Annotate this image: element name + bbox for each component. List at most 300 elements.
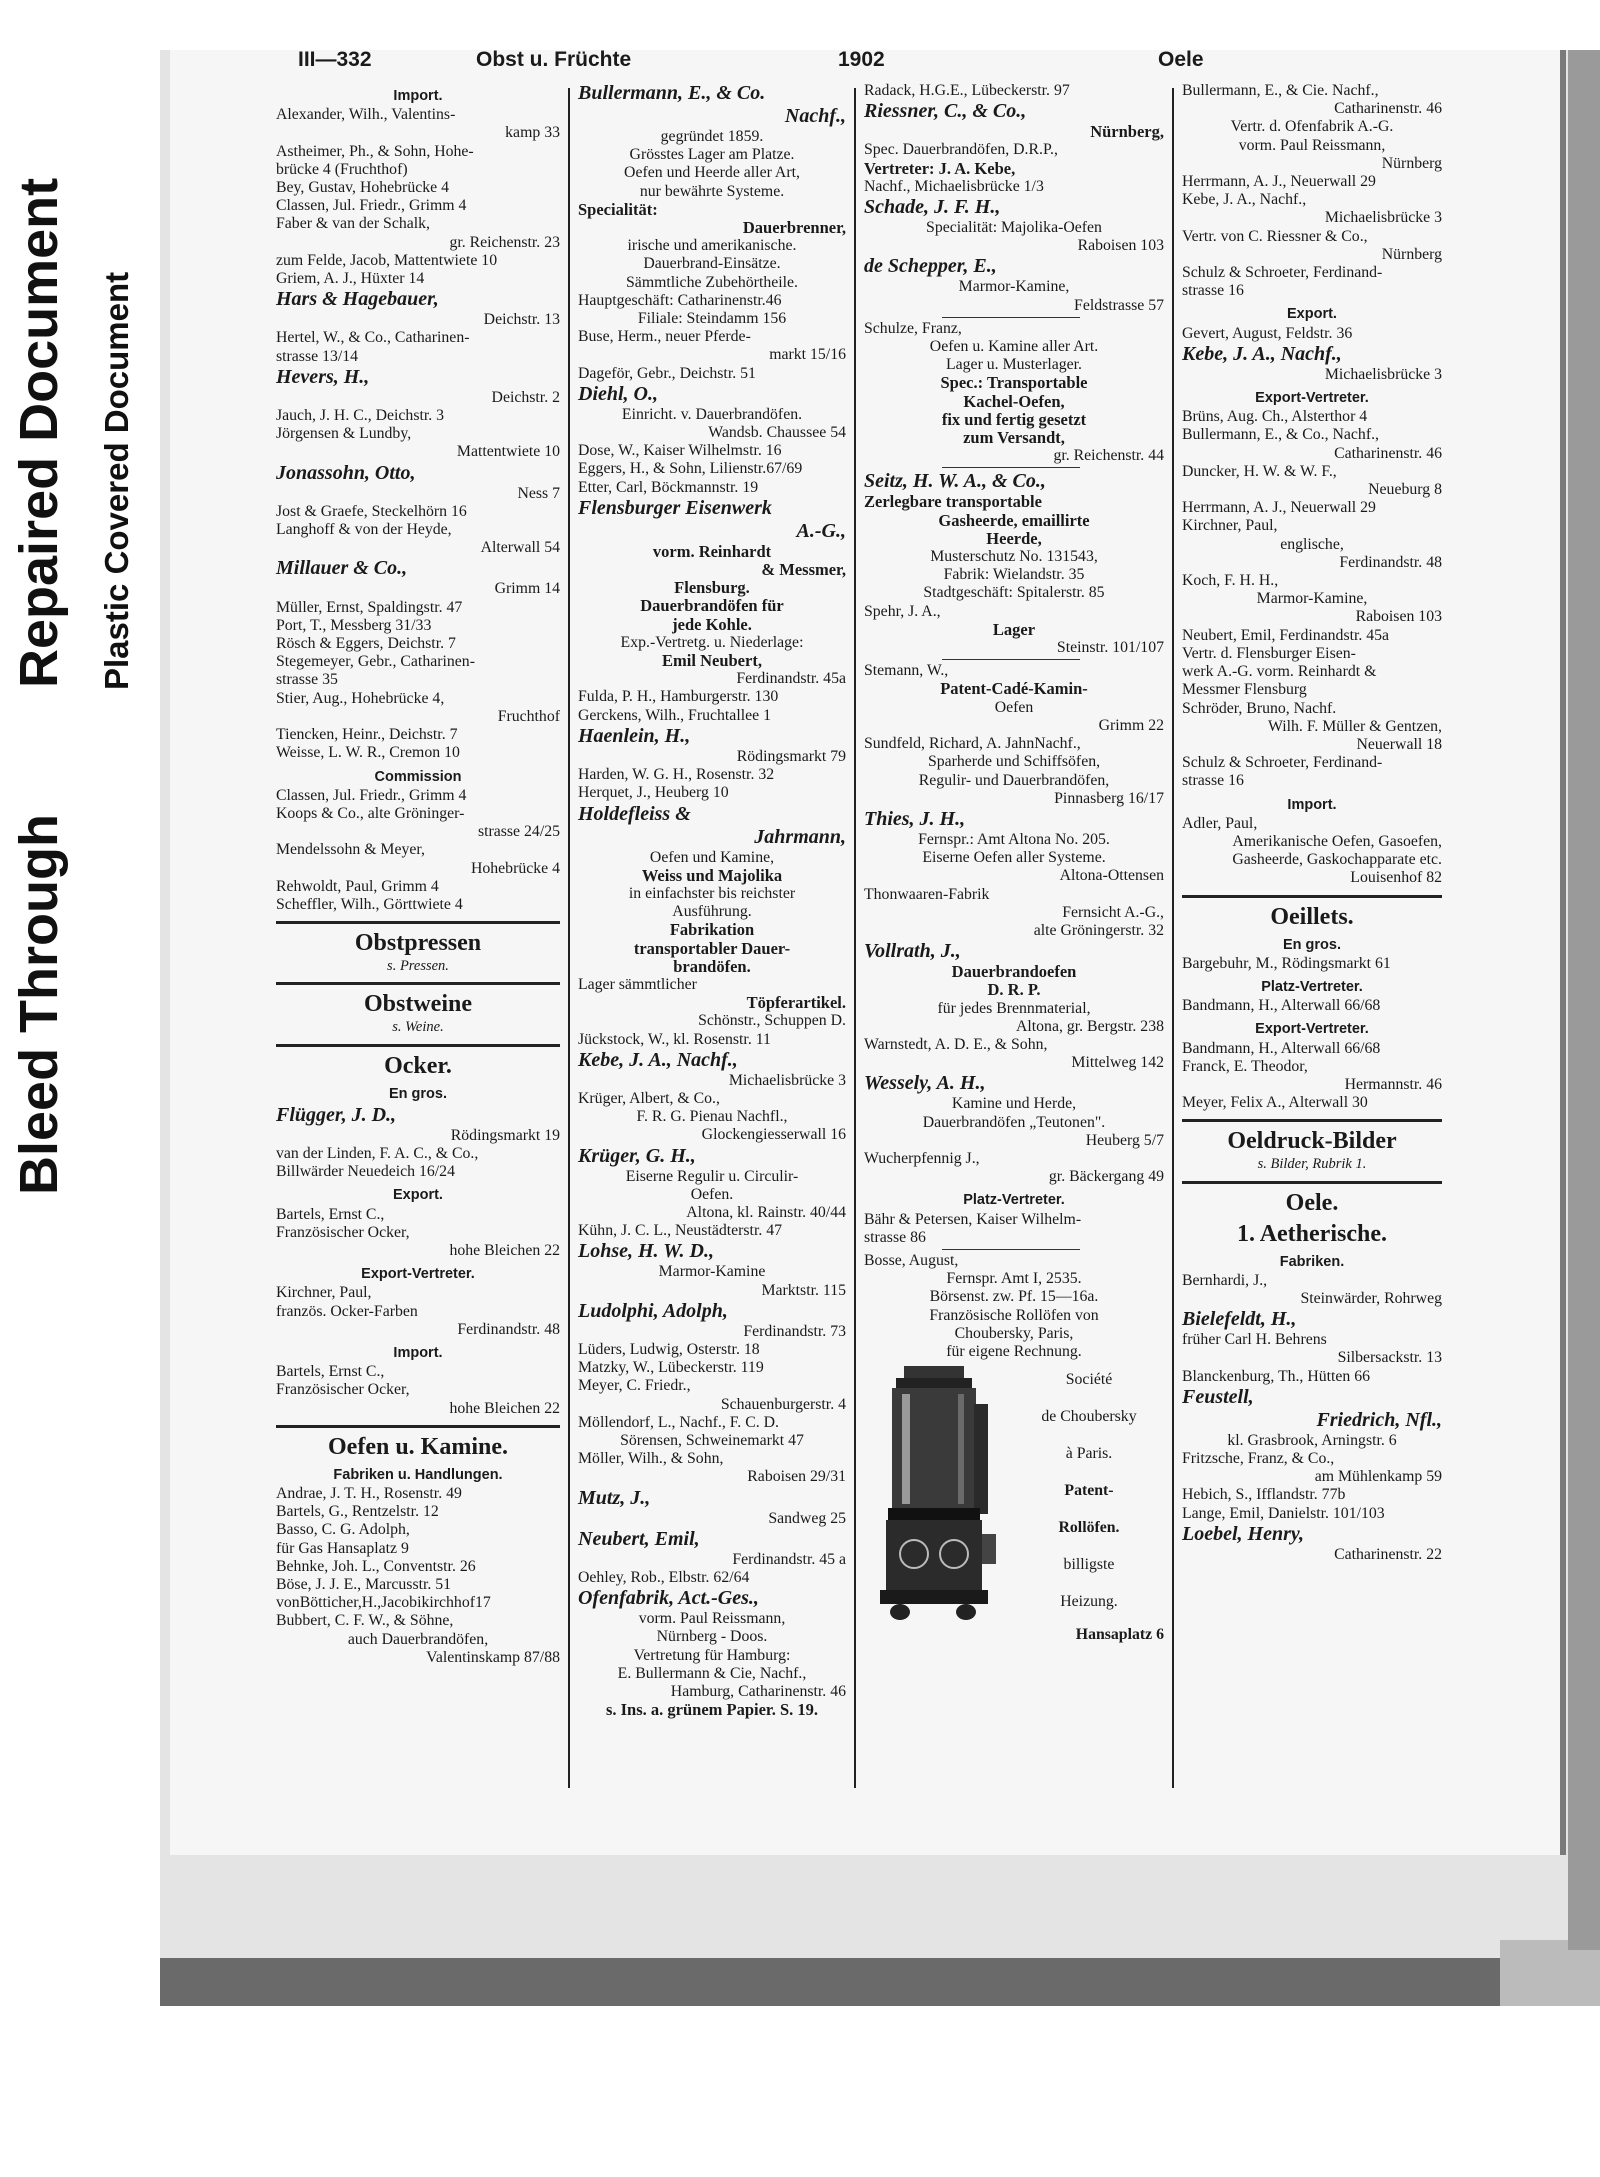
column-rule <box>1172 88 1174 1788</box>
directory-line: kamp 33 <box>505 124 560 142</box>
directory-line: gr. Bäckergang 49 <box>1048 1168 1164 1186</box>
directory-line: Spec. Dauerbrandöfen, D.R.P., <box>864 141 1058 159</box>
directory-line: Neueburg 8 <box>1368 481 1442 499</box>
directory-line: markt 15/16 <box>769 346 846 364</box>
directory-line: hohe Bleichen 22 <box>449 1241 560 1259</box>
directory-line: Fernspr. Amt I, 2535. <box>946 1270 1082 1288</box>
directory-line: Scheffler, Wilh., Görttwiete 4 <box>276 895 463 913</box>
directory-line: Duncker, H. W. & W. F., <box>1182 462 1337 480</box>
directory-line: vorm. Paul Reissmann, <box>638 1610 786 1628</box>
directory-line: jede Kohle. <box>672 614 752 634</box>
firm-name: Bullermann, E., & Co. <box>578 82 766 104</box>
directory-line: Michaelisbrücke 3 <box>1324 365 1442 383</box>
directory-line: Port, T., Messberg 31/33 <box>276 616 432 634</box>
directory-line: Herrmann, A. J., Neuerwall 29 <box>1182 173 1376 191</box>
directory-line: Oefen und Kamine, <box>649 848 775 866</box>
directory-line: Hohebrücke 4 <box>470 859 560 877</box>
directory-line: Eggers, H., & Sohn, Lilienstr.67/69 <box>578 460 803 478</box>
stove-ad-line: Société <box>1065 1371 1113 1389</box>
directory-line: Glockengiesserwall 16 <box>701 1126 846 1144</box>
directory-line: Altona-Ottensen <box>1059 867 1164 885</box>
directory-line: Weisse, L. W. R., Cremon 10 <box>276 744 460 762</box>
directory-line: Wandsb. Chaussee 54 <box>708 424 846 442</box>
directory-line: Bullermann, E., & Co., Nachf., <box>1182 426 1379 444</box>
firm-name: Hevers, H., <box>276 365 370 388</box>
directory-line: Herquet, J., Heuberg 10 <box>578 784 729 802</box>
section-subheading: Platz-Vertreter. <box>963 1192 1065 1209</box>
directory-line: strasse 24/25 <box>477 823 560 841</box>
section-divider <box>276 982 560 985</box>
directory-line: Fulda, P. H., Hamburgerstr. 130 <box>578 688 779 706</box>
section-subheading: Import. <box>393 88 443 104</box>
directory-line: Oefen und Heerde aller Art, <box>624 164 800 182</box>
firm-name: Jonassohn, Otto, <box>276 461 416 484</box>
directory-line: Musterschutz No. 131543, <box>930 548 1098 566</box>
directory-line: vorm. Reinhardt <box>652 541 772 561</box>
firm-name: Haenlein, H., <box>578 724 691 747</box>
directory-line: Valentinskamp 87/88 <box>426 1648 560 1666</box>
directory-line: Emil Neubert, <box>662 651 762 671</box>
directory-line: & Messmer, <box>761 560 846 580</box>
directory-line: Nürnberg, <box>1090 122 1164 142</box>
directory-line: Sundfeld, Richard, A. JahnNachf., <box>864 735 1081 753</box>
directory-line: Kirchner, Paul, <box>276 1284 372 1302</box>
directory-line: Jauch, J. H. C., Deichstr. 3 <box>276 407 445 425</box>
directory-line: Oefen. <box>690 1185 734 1203</box>
directory-line: Sörensen, Schweinemarkt 47 <box>620 1431 804 1449</box>
directory-line: Fruchthof <box>497 707 560 725</box>
directory-line: A.-G., <box>796 519 846 542</box>
directory-line: Specialität: <box>578 200 658 219</box>
firm-name: Mutz, J., <box>578 1486 651 1509</box>
directory-line: Nachf., <box>784 105 846 127</box>
firm-name: Kebe, J. A., Nachf., <box>1182 342 1342 365</box>
directory-line: Müller, Ernst, Spaldingstr. 47 <box>276 598 463 616</box>
directory-line: Vertr. d. Ofenfabrik A.-G. <box>1230 118 1394 136</box>
directory-line: gr. Reichenstr. 23 <box>449 233 560 251</box>
directory-line: Vertr. d. Flensburger Eisen- <box>1182 644 1356 662</box>
directory-line: Steinwärder, Rohrweg <box>1300 1289 1442 1307</box>
directory-line: werk A.-G. vorm. Reinhardt & <box>1182 663 1377 681</box>
directory-line: Gasheerde, Gaskochapparate etc. <box>1232 851 1442 869</box>
directory-line: Classen, Jul. Friedr., Grimm 4 <box>276 786 467 804</box>
header-year: 1902 <box>838 48 885 71</box>
directory-line: Astheimer, Ph., & Sohn, Hohe- <box>276 142 474 160</box>
directory-line: Jost & Graefe, Steckelhörn 16 <box>276 502 467 520</box>
directory-line: Eiserne Regulir u. Circulir- <box>625 1167 799 1185</box>
directory-line: Catharinenstr. 22 <box>1334 1545 1442 1563</box>
directory-line: Classen, Jul. Friedr., Grimm 4 <box>276 197 467 215</box>
directory-line: Marktstr. 115 <box>761 1281 846 1299</box>
directory-line: Nürnberg <box>1381 245 1442 263</box>
firm-name: Krüger, G. H., <box>578 1144 696 1167</box>
bleed-through-label: Bleed Through <box>9 814 69 1195</box>
directory-line: Oehley, Rob., Elbstr. 62/64 <box>578 1569 750 1586</box>
directory-line: Basso, C. G. Adolph, <box>276 1521 410 1539</box>
firm-name: de Schepper, E., <box>864 255 997 278</box>
directory-line: Dauerbrandöfen für <box>640 596 784 616</box>
directory-line: Michaelisbrücke 3 <box>1324 209 1442 227</box>
directory-line: Blanckenburg, Th., Hütten 66 <box>1182 1367 1371 1385</box>
section-heading: Oeillets. <box>1270 903 1354 930</box>
directory-line: Adler, Paul, <box>1182 814 1258 832</box>
directory-line: Dauerbrandöfen „Teutonen". <box>922 1113 1106 1131</box>
directory-line: s. Ins. a. grünem Papier. S. 19. <box>605 1700 819 1720</box>
directory-line: Dauerbrandoefen <box>951 962 1077 982</box>
stove-ad-line: Patent- <box>1064 1482 1114 1500</box>
directory-line: Bartels, Ernst C., <box>276 1363 385 1381</box>
directory-line: Oefen u. Kamine aller Art. <box>929 338 1099 356</box>
directory-columns <box>272 82 1442 1782</box>
directory-line: Böse, J. J. E., Marcusstr. 51 <box>276 1576 452 1593</box>
directory-line: Ness 7 <box>517 484 560 502</box>
directory-line: Fabrik: Wielandstr. 35 <box>943 566 1085 584</box>
directory-line: Bernhardi, J., <box>1182 1271 1268 1289</box>
section-divider <box>276 1044 560 1047</box>
directory-line: Französischer Ocker, <box>276 1223 410 1241</box>
directory-line: Bartels, Ernst C., <box>276 1205 385 1223</box>
section-subheading: Platz-Vertreter. <box>1261 978 1363 995</box>
directory-line: Andrae, J. T. H., Rosenstr. 49 <box>276 1484 462 1502</box>
directory-line: Kebe, J. A., Nachf., <box>1182 191 1307 209</box>
directory-line: Lager sämmtlicher <box>578 975 697 993</box>
directory-line: Buse, Herm., neuer Pferde- <box>578 328 751 346</box>
stove-advertisement <box>864 1361 1164 1626</box>
directory-line: Schröder, Bruno, Nachf. <box>1182 699 1337 717</box>
directory-line: nur bewährte Systeme. <box>639 182 785 200</box>
directory-line: Regulir- und Dauerbrandöfen, <box>918 771 1110 789</box>
directory-line: Warnstedt, A. D. E., & Sohn, <box>864 1035 1048 1053</box>
directory-line: strasse 16 <box>1182 772 1244 790</box>
directory-line: Ferdinandstr. 45a <box>736 670 846 688</box>
repaired-document-label: Repaired Document <box>9 177 69 688</box>
stove-ad-line: à Paris. <box>1065 1445 1113 1463</box>
directory-line: Hermannstr. 46 <box>1344 1075 1442 1093</box>
directory-line: brücke 4 (Fruchthof) <box>276 160 408 178</box>
directory-line: transportabler Dauer- <box>633 938 791 958</box>
firm-name: Kebe, J. A., Nachf., <box>578 1048 738 1071</box>
directory-line: Meyer, C. Friedr., <box>578 1377 691 1395</box>
directory-line: Altona, gr. Bergstr. 238 <box>1015 1017 1164 1035</box>
directory-line: Marmor-Kamine <box>658 1263 766 1281</box>
directory-line: Weiss und Majolika <box>641 865 783 885</box>
directory-line: in einfachster bis reichster <box>628 884 796 902</box>
section-subheading: Import. <box>1287 796 1337 813</box>
section-divider <box>1182 1119 1442 1122</box>
directory-line: van der Linden, F. A. C., & Co., <box>276 1144 479 1162</box>
directory-line: Franck, E. Theodor, <box>1182 1057 1308 1075</box>
directory-line: Neuerwall 18 <box>1356 735 1442 753</box>
section-subheading: Export-Vertreter. <box>1255 390 1369 407</box>
directory-line: alte Gröningerstr. 32 <box>1033 921 1164 939</box>
section-subheading: Export-Vertreter. <box>1255 1021 1369 1038</box>
directory-line: Französische Rollöfen von <box>929 1306 1099 1324</box>
directory-line: Lange, Emil, Danielstr. 101/103 <box>1182 1504 1385 1522</box>
stove-ad-line: Rollöfen. <box>1058 1519 1120 1537</box>
directory-line: Grimm 22 <box>1098 716 1164 734</box>
directory-line: Stegemeyer, Gebr., Catharinen- <box>276 653 475 671</box>
directory-line: Altona, kl. Rainstr. 40/44 <box>686 1203 846 1221</box>
directory-line: Thonwaaren-Fabrik <box>864 885 990 903</box>
section-divider <box>276 1425 560 1428</box>
directory-line: Harden, W. G. H., Rosenstr. 32 <box>578 766 775 784</box>
directory-line: Bartels, G., Rentzelstr. 12 <box>276 1503 439 1521</box>
directory-line: Möller, Wilh., & Sohn, <box>578 1450 724 1468</box>
directory-line: Raboisen 103 <box>1355 608 1442 626</box>
directory-line: Dauerbrenner, <box>742 218 846 238</box>
firm-name: Ofenfabrik, Act.-Ges., <box>578 1587 759 1610</box>
directory-line: Ausführung. <box>672 903 752 921</box>
directory-line: Michaelisbrücke 3 <box>728 1071 846 1089</box>
directory-line: am Mühlenkamp 59 <box>1314 1468 1442 1486</box>
directory-line: Vertreter: J. A. Kebe, <box>864 159 1016 178</box>
directory-line: Töpferartikel. <box>746 993 846 1013</box>
stove-ad-line: Heizung. <box>1060 1593 1118 1611</box>
directory-line: Friedrich, Nfl., <box>1316 1408 1442 1431</box>
directory-line: gegründet 1859. <box>660 128 764 145</box>
section-heading: Ocker. <box>384 1052 452 1079</box>
firm-name: Lohse, H. W. D., <box>578 1240 714 1263</box>
directory-line: Dose, W., Kaiser Wilhelmstr. 16 <box>578 442 782 460</box>
directory-line: Amerikanische Oefen, Gasoefen, <box>1232 832 1442 850</box>
section-divider <box>276 921 560 924</box>
stove-ad-line: billigste <box>1063 1556 1115 1574</box>
directory-line: Schönstr., Schuppen D. <box>698 1012 846 1030</box>
section-subheading: En gros. <box>388 1085 447 1102</box>
directory-line: Jörgensen & Lundby, <box>276 425 412 443</box>
directory-line: für eigene Rechnung. <box>946 1342 1082 1360</box>
directory-line: Wucherpfennig J., <box>864 1149 980 1167</box>
firm-name: Holdefleiss & <box>578 802 691 825</box>
directory-line: Lager <box>992 619 1036 639</box>
directory-line: Deichstr. 2 <box>491 388 560 406</box>
directory-line: Spehr, J. A., <box>864 602 941 620</box>
section-heading: Obstpressen <box>354 930 482 957</box>
stove-illustration-icon <box>874 1364 1006 1626</box>
column-rule <box>854 88 856 1788</box>
directory-line: brandöfen. <box>673 956 751 976</box>
directory-line: strasse 16 <box>1182 282 1244 300</box>
directory-line: Langhoff & von der Heyde, <box>276 521 452 539</box>
directory-line: Kamine und Herde, <box>951 1095 1077 1113</box>
directory-line: Bey, Gustav, Hohebrücke 4 <box>276 179 449 197</box>
directory-line: Bullermann, E., & Cie. Nachf., <box>1182 82 1379 99</box>
firm-name: Wessely, A. H., <box>864 1072 986 1095</box>
header-right-title: Oele <box>1158 48 1204 71</box>
column-2 <box>578 82 846 1719</box>
directory-line: D. R. P. <box>987 980 1041 1000</box>
firm-name: Neubert, Emil, <box>578 1527 700 1550</box>
directory-line: Alexander, Wilh., Valentins- <box>276 106 456 124</box>
directory-line: Neubert, Emil, Ferdinandstr. 45a <box>1182 626 1390 644</box>
directory-line: Schulz & Schroeter, Ferdinand- <box>1182 754 1383 772</box>
section-heading: Oefen u. Kamine. <box>328 1433 508 1460</box>
directory-line: Meyer, Felix A., Alterwall 30 <box>1182 1094 1368 1112</box>
directory-line: Oefen <box>994 698 1034 716</box>
directory-line: Radack, H.G.E., Lübeckerstr. 97 <box>864 82 1070 99</box>
directory-line: Rösch & Eggers, Deichstr. 7 <box>276 635 456 653</box>
directory-line: Fernsicht A.-G., <box>1062 903 1164 921</box>
section-subheading: Commission <box>374 768 462 785</box>
directory-line: zum Versandt, <box>963 428 1065 448</box>
column-rule <box>568 88 570 1788</box>
directory-line: Bandmann, H., Alterwall 66/68 <box>1182 1039 1381 1057</box>
directory-line: Grösstes Lager am Platze. <box>629 146 795 164</box>
section-subheading: Fabriken. <box>1279 1253 1345 1270</box>
directory-line: Patent-Cadé-Kamin- <box>940 679 1088 699</box>
directory-line: strasse 86 <box>864 1228 926 1246</box>
directory-line: Faber & van der Schalk, <box>276 215 430 233</box>
directory-line: Steinstr. 101/107 <box>1056 639 1164 657</box>
directory-line: Hauptgeschäft: Catharinenstr.46 <box>578 291 782 309</box>
stove-ad-address: Hansaplatz 6 <box>1075 1626 1164 1644</box>
column-1 <box>276 82 560 1667</box>
directory-line: Mittelweg 142 <box>1071 1054 1164 1072</box>
directory-line: Bähr & Petersen, Kaiser Wilhelm- <box>864 1210 1082 1228</box>
directory-line: Jückstock, W., kl. Rosenstr. 11 <box>578 1030 771 1048</box>
directory-line: strasse 35 <box>276 671 338 689</box>
directory-line: Fernspr.: Amt Altona No. 205. <box>918 830 1110 848</box>
directory-line: früher Carl H. Behrens <box>1182 1331 1327 1349</box>
directory-line: Behnke, Joh. L., Conventstr. 26 <box>276 1557 476 1575</box>
directory-line: Spec.: Transportable <box>940 373 1088 393</box>
directory-line: Raboisen 103 <box>1077 237 1164 255</box>
directory-line: Eiserne Oefen aller Systeme. <box>922 849 1106 867</box>
section-subheading: Export-Vertreter. <box>361 1266 475 1283</box>
directory-line: französ. Ocker-Farben <box>276 1302 418 1320</box>
directory-line: Messmer Flensburg <box>1182 681 1307 699</box>
section-divider <box>1182 895 1442 898</box>
firm-name: Flügger, J. D., <box>276 1103 397 1126</box>
directory-line: Vertretung für Hamburg: <box>633 1646 791 1664</box>
directory-line: Mattentwiete 10 <box>456 443 560 461</box>
directory-line: Herrmann, A. J., Neuerwall 29 <box>1182 499 1376 517</box>
directory-line: Tiencken, Heinr., Deichstr. 7 <box>276 726 458 744</box>
directory-line: fix und fertig gesetzt <box>941 409 1087 429</box>
directory-line: Hebich, S., Ifflandstr. 77b <box>1182 1486 1346 1504</box>
directory-line: Flensburg. <box>674 578 750 598</box>
directory-line: Stadtgeschäft: Spitalerstr. 85 <box>923 584 1105 602</box>
firm-name: Seitz, H. W. A., & Co., <box>864 470 1046 493</box>
firm-name: Ludolphi, Adolph, <box>578 1299 728 1322</box>
section-subheading: Export. <box>393 1187 443 1204</box>
directory-line: Gerckens, Wilh., Fruchtallee 1 <box>578 706 771 724</box>
entry-separator <box>942 1249 1080 1250</box>
directory-line: Bargebuhr, M., Rödingsmarkt 61 <box>1182 954 1391 972</box>
directory-line: Louisenhof 82 <box>1350 869 1442 887</box>
column-4 <box>1182 82 1442 1564</box>
directory-line: Stemann, W., <box>864 662 949 680</box>
directory-line: Heerde, <box>986 528 1042 548</box>
firm-name: Hars & Hagebauer, <box>276 288 439 311</box>
directory-line: für jedes Brennmaterial, <box>937 999 1091 1017</box>
directory-line: Raboisen 29/31 <box>747 1468 846 1486</box>
directory-line: Filiale: Steindamm 156 <box>637 310 787 328</box>
directory-line: Zerlegbare transportable <box>864 493 1042 512</box>
directory-line: Börsenst. zw. Pf. 15—16a. <box>929 1288 1099 1306</box>
directory-line: gr. Reichenstr. 44 <box>1053 447 1164 465</box>
directory-line: für Gas Hansaplatz 9 <box>276 1539 409 1557</box>
firm-name: Vollrath, J., <box>864 940 961 963</box>
page-number: III—332 <box>298 48 372 71</box>
directory-line: Catharinenstr. 46 <box>1334 100 1442 118</box>
firm-name: Flensburger Eisenwerk <box>578 496 772 519</box>
directory-line: Feldstrasse 57 <box>1074 296 1164 314</box>
directory-line: auch Dauerbrandöfen, <box>347 1630 489 1648</box>
directory-line: Bubbert, C. F. W., & Söhne, <box>276 1612 454 1630</box>
directory-line: strasse 13/14 <box>276 347 359 365</box>
firm-name: Riessner, C., & Co., <box>864 100 1027 123</box>
directory-line: Französischer Ocker, <box>276 1381 410 1399</box>
page-edge <box>1568 50 1600 1950</box>
directory-line: Sämmtliche Zubehörtheile. <box>626 273 798 291</box>
column-3 <box>864 82 1164 1644</box>
directory-line: Bandmann, H., Alterwall 66/68 <box>1182 997 1381 1015</box>
directory-line: Stier, Aug., Hohebrücke 4, <box>276 689 445 707</box>
directory-line: Billwärder Neuedeich 16/24 <box>276 1163 455 1181</box>
entry-separator <box>942 659 1080 660</box>
cross-reference: s. Weine. <box>392 1019 444 1036</box>
directory-line: Pinnasberg 16/17 <box>1054 789 1164 807</box>
firm-name: Loebel, Henry, <box>1182 1522 1305 1545</box>
directory-line: Kühn, J. C. L., Neustädterstr. 47 <box>578 1222 783 1240</box>
directory-line: Rehwoldt, Paul, Grimm 4 <box>276 877 439 895</box>
section-subheading: Fabriken u. Handlungen. <box>333 1466 503 1483</box>
directory-line: Exp.-Vertretg. u. Niederlage: <box>620 633 804 651</box>
page-header <box>298 48 1348 76</box>
directory-line: Nürnberg <box>1381 154 1442 172</box>
directory-line: Alterwall 54 <box>480 539 560 557</box>
directory-line: Krüger, Albert, & Co., <box>578 1089 720 1107</box>
column-3-entries <box>864 82 1164 1361</box>
section-heading: 1. Aetherische. <box>1237 1220 1387 1247</box>
directory-line: Hertel, W., & Co., Catharinen- <box>276 329 470 347</box>
section-subheading: Export. <box>1287 306 1337 323</box>
directory-line: hohe Bleichen 22 <box>449 1399 560 1417</box>
directory-line: Marmor-Kamine, <box>958 278 1070 296</box>
directory-line: Vertr. von C. Riessner & Co., <box>1182 227 1368 245</box>
directory-line: vorm. Paul Reissmann, <box>1238 136 1386 154</box>
cross-reference: s. Bilder, Rubrik 1. <box>1257 1156 1367 1173</box>
firm-name: Schade, J. F. H., <box>864 196 1001 219</box>
section-heading: Oeldruck-Bilder <box>1227 1128 1397 1155</box>
directory-line: Choubersky, Paris, <box>954 1324 1074 1342</box>
directory-line: Griem, A. J., Hüxter 14 <box>276 270 425 288</box>
stove-ad-line: de Choubersky <box>1041 1408 1137 1426</box>
directory-line: Ferdinandstr. 48 <box>457 1320 560 1338</box>
directory-line: englische, <box>1280 535 1344 553</box>
directory-line: irische und amerikanische. <box>627 237 797 255</box>
scan-bottom-edge <box>160 1958 1600 2006</box>
directory-line: kl. Grasbrook, Arningstr. 6 <box>1227 1431 1397 1449</box>
directory-line: Sparherde und Schiffsöfen, <box>927 753 1101 771</box>
firm-name: Thies, J. H., <box>864 807 966 830</box>
directory-line: Nürnberg - Doos. <box>656 1628 768 1646</box>
directory-line: F. R. G. Pienau Nachfl., <box>636 1108 788 1126</box>
directory-line: Schulz & Schroeter, Ferdinand- <box>1182 264 1383 282</box>
directory-line: Wilh. F. Müller & Gentzen, <box>1267 717 1442 735</box>
section-heading: Oele. <box>1285 1189 1339 1216</box>
directory-line: Ferdinandstr. 48 <box>1339 553 1442 571</box>
directory-line: vonBötticher,H.,Jacobikirchhof17 <box>276 1594 491 1612</box>
directory-line: Jahrmann, <box>754 825 846 848</box>
section-divider <box>1182 1181 1442 1184</box>
plastic-covered-label: Plastic Covered Document <box>98 271 135 690</box>
entry-separator <box>942 467 1080 468</box>
cross-reference: s. Pressen. <box>387 958 449 975</box>
directory-line: Ferdinandstr. 73 <box>743 1322 846 1340</box>
directory-line: Gasheerde, emaillirte <box>938 510 1090 530</box>
